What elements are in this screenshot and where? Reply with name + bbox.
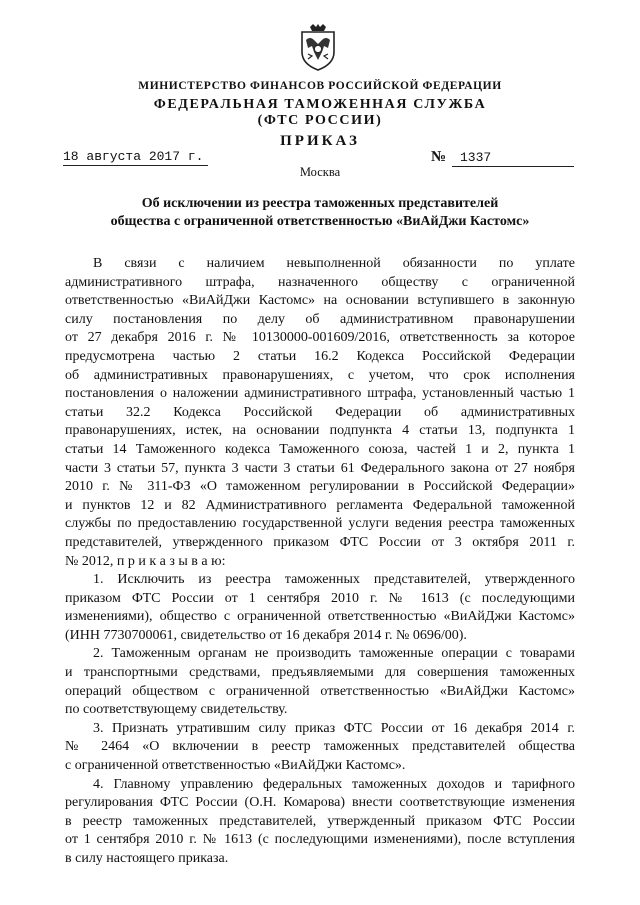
title-line-1: Об исключении из реестра таможенных представителей [141, 196, 499, 211]
text-line: от 27 декабря 2016 г. № 10130000-001609/2016, ответственность за которое [65, 330, 575, 346]
text-line: 4. Главному управлению федеральных таможенных доходов и тарифного [93, 776, 575, 792]
text-line: части 3 статьи 57, пункта 3 части 3 статьи 61 Федерального закона от 27 ноября [65, 460, 575, 476]
title-line-2: общества с ограниченной ответственностью «ВиАйДжи Кастомс» [110, 214, 530, 229]
text-line: В связи с наличием невыполненной обязанности по уплате [93, 256, 575, 271]
order-date: 18 августа 2017 г. [63, 149, 204, 164]
text-line: регулирования ФТС России (О.Н. Комарова) внести соответствующие изменения [65, 795, 575, 811]
text-line: постановления о наложении административного штрафа, установленный частью 1 [65, 386, 575, 402]
text-line: статьи 14 Таможенного кодекса Таможенного союза, частей 1 и 2, пункта 1 [65, 441, 575, 457]
text-line: статьи 32.2 Кодекса Российской Федерации об административных [65, 404, 575, 420]
text-line: от 1 сентября 2010 г. № 1613 (с последующими изменениями), после вступления [65, 832, 575, 848]
text-line: в реестр таможенных представителей, утвержденный приказом ФТС России [65, 813, 575, 829]
text-line: № 2464 «О включении в реестр таможенных представителей общества [65, 739, 575, 755]
text-line: 2010 г. № 311-ФЗ «О таможенном регулировании в Российской Федерации» [65, 479, 575, 495]
order-number: 1337 [460, 150, 492, 165]
text-line: правонарушениях, истек, на основании подпункта 4 статьи 13, подпункта 1 [65, 423, 575, 439]
text-line: изменениями), общество с ограниченной ответственностью «ВиАйДжи Кастомс» [65, 609, 575, 625]
text-line: 3. Признать утратившим силу приказ ФТС России от 16 декабря 2014 г. [93, 720, 575, 736]
service-name: ФЕДЕРАЛЬНАЯ ТАМОЖЕННАЯ СЛУЖБА [153, 97, 487, 112]
ministry-name: МИНИСТЕРСТВО ФИНАНСОВ РОССИЙСКОЙ ФЕДЕРАЦИИ [138, 80, 502, 92]
item-3 [65, 720, 575, 776]
document-type: ПРИКАЗ [280, 133, 360, 149]
text-line: представителей, утвержденного приказом ФТС России от 3 октября 2011 г. [65, 534, 575, 550]
text-line: об административных правонарушениях, с учетом, что срок исполнения [65, 367, 575, 383]
item-2 [65, 645, 575, 719]
text-line: силу постановления по делу об административном правонарушении [65, 311, 575, 327]
state-emblem-icon [296, 22, 340, 72]
text-line: 1. Исключить из реестра таможенных представителей, утвержденного [93, 572, 575, 588]
intro-paragraph [65, 255, 575, 571]
text-line: операций обществом с ограниченной ответственностью «ВиАйДжи Кастомс» [65, 683, 575, 699]
number-sign: № [431, 149, 447, 165]
text-line: (ИНН 7730700061, свидетельство от 16 декабря 2014 г. № 0696/00). [65, 627, 467, 643]
order-body [65, 255, 575, 869]
text-line: административного штрафа, назначенного обществу с ограниченной [65, 274, 575, 290]
text-line: 2. Таможенным органам не производить таможенные операции с товарами [93, 646, 575, 662]
text-line: и пунктов 12 и 82 Административного регламента Федеральной таможенной [65, 497, 575, 513]
text-line: службы по предоставлению государственной услуги ведения реестра таможенных [65, 516, 575, 532]
city: Москва [299, 165, 341, 179]
text-line: по соответствующему свидетельству. [65, 702, 288, 718]
item-1 [65, 571, 575, 645]
text-line: и транспортными средствами, предъявляемыми для совершения таможенных [65, 665, 575, 681]
text-line: в силу настоящего приказа. [65, 851, 229, 866]
text-line: ответственностью «ВиАйДжи Кастомс» на основании вступившего в законную [65, 293, 575, 309]
text-line: с ограниченной ответственностью «ВиАйДжи Кастомс». [65, 758, 406, 774]
text-line: предусмотрена частью 2 статьи 16.2 Кодекса Российской Федерации [65, 348, 575, 364]
text-line: приказом ФТС России от 1 сентября 2010 г. № 1613 (с последующими [65, 590, 575, 606]
text-line: № 2012, п р и к а з ы в а ю: [65, 553, 226, 569]
service-abbreviation: (ФТС РОССИИ) [257, 113, 383, 128]
item-4 [65, 776, 575, 869]
